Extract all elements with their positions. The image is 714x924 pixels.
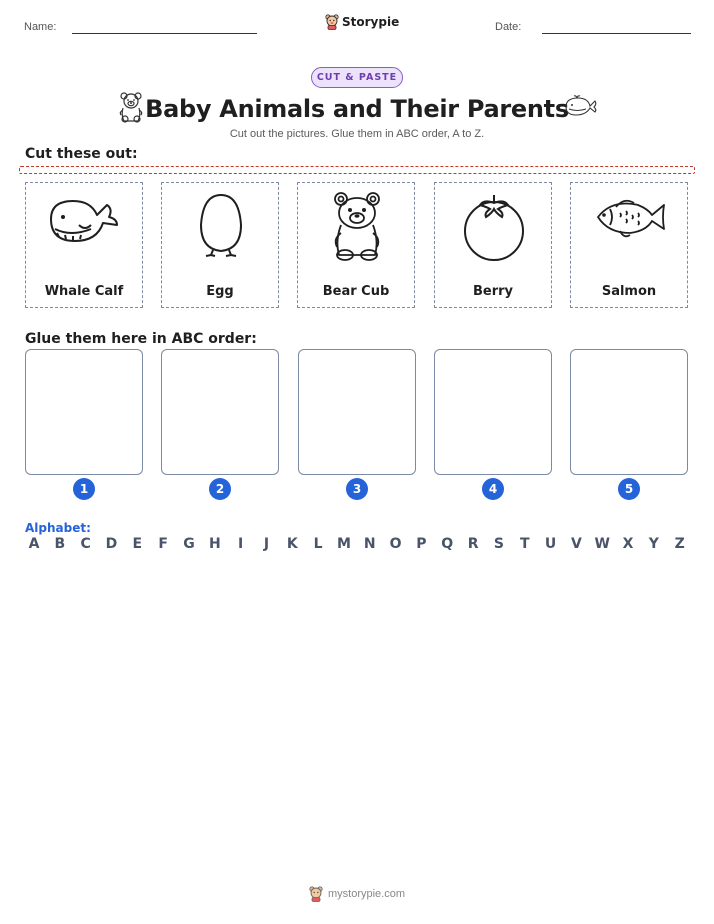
alphabet-letter: W [594, 536, 610, 552]
alphabet-letter: H [208, 536, 221, 552]
cut-card-salmon[interactable] [570, 182, 688, 308]
order-number-5: 5 [618, 478, 640, 500]
order-number-2: 2 [209, 478, 231, 500]
glue-box-1[interactable] [25, 349, 143, 475]
berry-icon [454, 189, 534, 263]
order-number-4: 4 [482, 478, 504, 500]
glue-box-4[interactable] [434, 349, 552, 475]
bear-cub-icon [317, 189, 397, 265]
alphabet-row [25, 536, 689, 552]
brand-name: Storypie [342, 15, 400, 29]
card-label: Salmon [601, 284, 657, 299]
alphabet-letter: X [622, 536, 634, 552]
cut-card-bear-cub[interactable] [297, 182, 415, 308]
alphabet-letter: F [158, 536, 168, 552]
alphabet-letter: K [286, 536, 298, 552]
page-title: Baby Animals and Their Parents [145, 95, 569, 123]
date-label: Date: [495, 21, 522, 33]
alphabet-letter: R [467, 536, 479, 552]
footer-url[interactable]: mystorypie.com [327, 888, 406, 900]
glue-box-5[interactable] [570, 349, 688, 475]
storypie-bear-icon [309, 886, 323, 902]
alphabet-letter: B [54, 536, 66, 552]
card-label: Bear Cub [322, 284, 390, 299]
name-label: Name: [24, 21, 57, 33]
cut-card-egg[interactable] [161, 182, 279, 308]
whale-icon [45, 189, 125, 251]
alphabet-letter: P [416, 536, 427, 552]
instructions: Cut out the pictures. Glue them in ABC order, A to Z. [229, 128, 485, 140]
alphabet-letter: E [132, 536, 143, 552]
alphabet-letter: I [238, 536, 244, 552]
cut-line [19, 166, 695, 174]
alphabet-letter: A [28, 536, 40, 552]
footer [0, 886, 714, 902]
alphabet-letter: U [544, 536, 557, 552]
card-label: Berry [472, 284, 514, 299]
egg-icon [181, 189, 261, 261]
alphabet-letter: N [363, 536, 376, 552]
alphabet-letter: L [313, 536, 323, 552]
alphabet-letter: T [519, 536, 530, 552]
fish-icon [590, 189, 670, 249]
alphabet-letter: Z [674, 536, 685, 552]
activity-badge: CUT & PASTE [311, 67, 403, 88]
alphabet-letter: O [389, 536, 402, 552]
alphabet-letter: M [336, 536, 351, 552]
card-label: Egg [206, 284, 234, 299]
alphabet-label: Alphabet: [25, 521, 91, 535]
order-number-1: 1 [73, 478, 95, 500]
brand-logo [325, 14, 399, 30]
name-line[interactable] [72, 33, 257, 34]
alphabet-letter: V [570, 536, 582, 552]
alphabet-letter: D [105, 536, 118, 552]
cut-heading: Cut these out: [25, 146, 138, 162]
alphabet-letter: C [80, 536, 91, 552]
alphabet-letter: Y [648, 536, 659, 552]
glue-heading: Glue them here in ABC order: [25, 331, 257, 347]
alphabet-letter: J [263, 536, 270, 552]
glue-box-3[interactable] [298, 349, 416, 475]
card-label: Whale Calf [44, 284, 124, 299]
order-number-3: 3 [346, 478, 368, 500]
storypie-bear-icon [325, 14, 339, 30]
alphabet-letter: S [493, 536, 504, 552]
alphabet-letter: Q [441, 536, 454, 552]
alphabet-letter: G [183, 536, 195, 552]
date-line[interactable] [542, 33, 691, 34]
glue-box-2[interactable] [161, 349, 279, 475]
cut-card-berry[interactable] [434, 182, 552, 308]
whale-icon [564, 95, 598, 117]
cut-card-whale-calf[interactable] [25, 182, 143, 308]
